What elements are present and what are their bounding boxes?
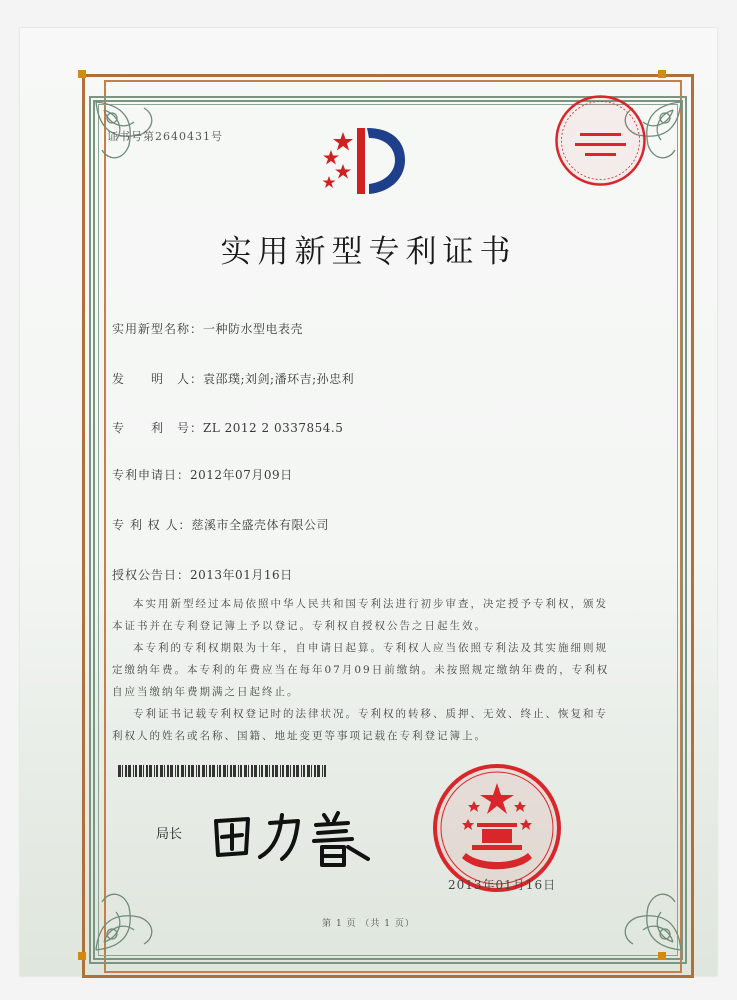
barcode-bar — [167, 765, 169, 777]
barcode-bar — [143, 765, 144, 777]
notice-paragraph: 本专利的专利权期限为十年，自申请日起算。专利权人应当依照专利法及其实施细则规定缴纳年费。本专利的年费应当在每年07月09日前缴纳。未按照规定缴纳年费的，专利权自应当缴纳年费期满之日起终止。 — [112, 642, 610, 698]
field-value: ZL 2012 2 0337854.5 — [203, 421, 344, 435]
notice-text — [112, 593, 612, 747]
barcode-bar — [212, 765, 215, 777]
director-signature — [208, 803, 378, 869]
corner-ornament-icon — [94, 862, 194, 952]
barcode-bar — [209, 765, 211, 777]
barcode-bar — [317, 765, 320, 777]
corner-mark — [78, 70, 86, 78]
sipo-emblem-icon — [313, 120, 418, 200]
barcode-bar — [248, 765, 249, 777]
barcode-bar — [139, 765, 142, 777]
field-label: 专利申请日： — [112, 468, 191, 482]
barcode-bar — [293, 765, 295, 777]
field-label: 专 利 号： — [112, 421, 204, 435]
barcode-bar — [290, 765, 291, 777]
barcode-bar — [275, 765, 278, 777]
corner-mark — [658, 70, 666, 78]
director-label: 局长 — [156, 827, 183, 842]
barcode-bar — [177, 765, 179, 777]
field-application-date — [112, 466, 293, 483]
barcode-bar — [272, 765, 274, 777]
barcode-bar — [265, 765, 268, 777]
barcode — [118, 765, 328, 777]
barcode-bar — [156, 765, 158, 777]
field-grant-date — [112, 566, 293, 583]
barcode-bar — [244, 765, 247, 777]
barcode-bar — [170, 765, 173, 777]
field-value: 2013年01月16日 — [190, 568, 293, 582]
field-label: 授权公告日： — [112, 568, 191, 582]
notice-paragraph: 本实用新型经过本局依照中华人民共和国专利法进行初步审查，决定授予专利权，颁发本证书并在专利登记簿上予以登记。专利权自授权公告之日起生效。 — [112, 598, 608, 632]
page-title: 实用新型专利证书 — [220, 234, 517, 270]
corner-ornament-icon — [583, 862, 683, 952]
barcode-bar — [164, 765, 165, 777]
barcode-bar — [301, 765, 302, 777]
barcode-bar — [314, 765, 316, 777]
barcode-bar — [202, 765, 205, 777]
barcode-bar — [282, 765, 284, 777]
barcode-bar — [160, 765, 163, 777]
barcode-bar — [296, 765, 299, 777]
barcode-bar — [125, 765, 127, 777]
barcode-bar — [269, 765, 270, 777]
barcode-bar — [191, 765, 194, 777]
field-label: 发 明 人： — [112, 372, 204, 386]
field-label: 实用新型名称： — [112, 322, 204, 336]
barcode-bar — [303, 765, 305, 777]
field-patent-number — [112, 419, 343, 436]
barcode-bar — [251, 765, 253, 777]
barcode-bar — [238, 765, 239, 777]
field-patentee — [112, 516, 329, 533]
barcode-bar — [181, 765, 184, 777]
barcode-bar — [175, 765, 176, 777]
corner-ornament-icon — [94, 100, 194, 190]
barcode-bar — [322, 765, 323, 777]
barcode-bar — [198, 765, 200, 777]
field-value: 2012年07月09日 — [190, 468, 293, 482]
barcode-bar — [146, 765, 148, 777]
barcode-bar — [217, 765, 218, 777]
field-value: 一种防水型电表壳 — [203, 322, 304, 336]
barcode-bar — [311, 765, 312, 777]
field-value: 袁邵璞;刘剑;潘环吉;孙忠利 — [203, 372, 355, 386]
barcode-bar — [133, 765, 134, 777]
field-label: 专 利 权 人： — [112, 518, 192, 532]
barcode-bar — [206, 765, 207, 777]
issue-date: 2013年01月16日 — [448, 878, 557, 892]
barcode-bar — [149, 765, 152, 777]
barcode-bar — [188, 765, 190, 777]
barcode-bar — [196, 765, 197, 777]
barcode-bar — [261, 765, 263, 777]
page-number: 第 1 页 （共 1 页） — [322, 919, 415, 929]
corner-mark — [78, 952, 86, 960]
field-utility-model-name — [112, 320, 303, 337]
registration-seal-icon — [553, 93, 648, 188]
barcode-bar — [233, 765, 236, 777]
notice-paragraph: 专利证书记载专利权登记时的法律状况。专利权的转移、质押、无效、终止、恢复和专利权人的姓名或名称、国籍、地址变更等事项记载在专利登记簿上。 — [112, 708, 608, 742]
barcode-bar — [118, 765, 121, 777]
barcode-bar — [223, 765, 226, 777]
barcode-bar — [154, 765, 155, 777]
corner-mark — [658, 952, 666, 960]
barcode-bar — [240, 765, 242, 777]
barcode-bar — [280, 765, 281, 777]
barcode-bar — [324, 765, 326, 777]
barcode-bar — [128, 765, 131, 777]
barcode-bar — [135, 765, 137, 777]
barcode-bar — [185, 765, 186, 777]
barcode-bar — [122, 765, 123, 777]
barcode-bar — [219, 765, 221, 777]
field-inventors — [112, 370, 354, 387]
barcode-bar — [259, 765, 260, 777]
field-value: 慈溪市全盛壳体有限公司 — [191, 518, 329, 532]
barcode-bar — [230, 765, 232, 777]
barcode-bar — [286, 765, 289, 777]
national-seal-icon — [432, 763, 562, 893]
barcode-bar — [254, 765, 257, 777]
certificate-number: 证书号第2640431号 — [107, 130, 223, 143]
barcode-bar — [227, 765, 228, 777]
barcode-bar — [307, 765, 310, 777]
